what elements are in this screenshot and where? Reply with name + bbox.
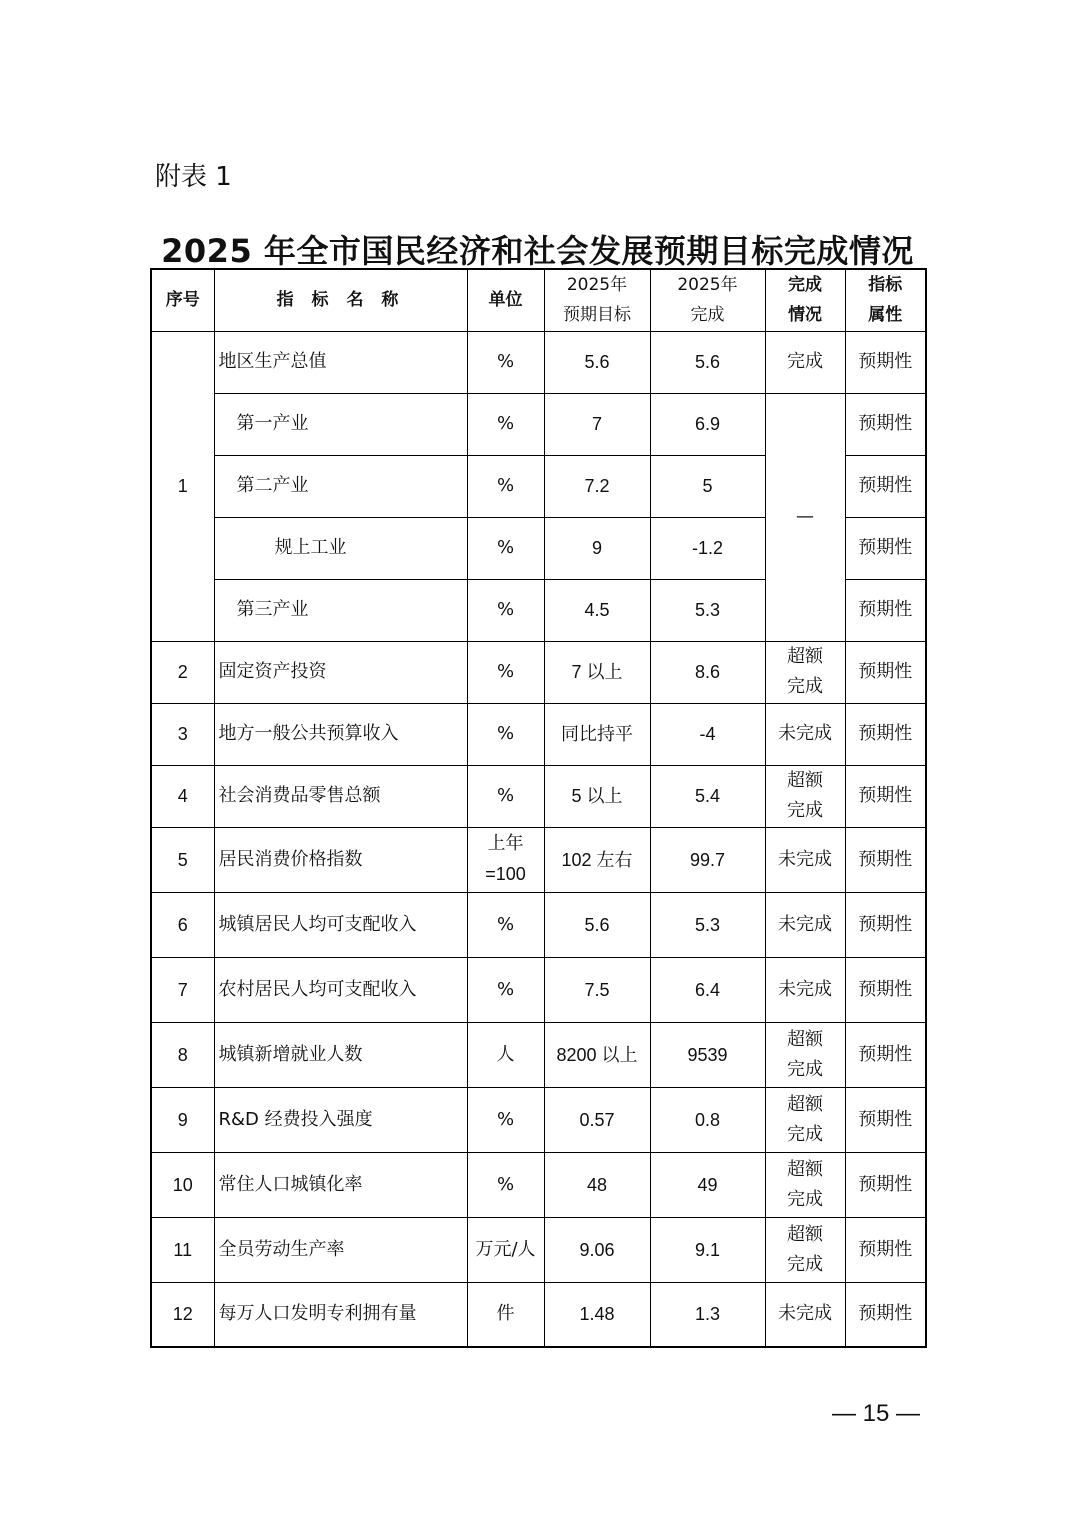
row-index: 6 (151, 892, 214, 957)
status-line1: 超额 (787, 770, 823, 791)
row-name: 第二产业 (214, 455, 467, 517)
row-unit: % (467, 1087, 544, 1152)
row-status (765, 765, 845, 827)
row-name: 全员劳动生产率 (214, 1217, 467, 1282)
header-index: 序号 (151, 269, 214, 331)
row-attr: 预期性 (845, 1087, 926, 1152)
row-actual: 8.6 (650, 641, 765, 703)
table-row (151, 1022, 926, 1087)
row-index: 8 (151, 1022, 214, 1087)
header-status-line1: 完成 (788, 275, 822, 296)
row-status: 未完成 (765, 957, 845, 1022)
row-actual: 5.4 (650, 765, 765, 827)
header-attr-line2: 属性 (868, 305, 903, 326)
row-index: 11 (151, 1217, 214, 1282)
row-unit: % (467, 579, 544, 641)
status-line2: 完成 (787, 1253, 823, 1275)
row-attr: 预期性 (845, 517, 926, 579)
row-unit: % (467, 892, 544, 957)
row-unit: 人 (467, 1022, 544, 1087)
row-attr: 预期性 (845, 1022, 926, 1087)
row-status: 未完成 (765, 827, 845, 892)
row-actual: -4 (650, 703, 765, 765)
table-row (151, 1217, 926, 1282)
row-target: 9 (544, 517, 650, 579)
row-status (765, 641, 845, 703)
row-name: 第一产业 (214, 393, 467, 455)
table-row (151, 1282, 926, 1347)
row-unit: % (467, 765, 544, 827)
row-attr: 预期性 (845, 641, 926, 703)
status-line1: 超额 (787, 1028, 823, 1050)
status-line2: 完成 (787, 1058, 823, 1080)
row-unit: % (467, 517, 544, 579)
row-actual: 6.4 (650, 957, 765, 1022)
appendix-label: 附表 1 (155, 162, 232, 192)
table-row (151, 393, 926, 455)
status-line1: 超额 (787, 1223, 823, 1245)
row-target: 8200 以上 (544, 1022, 650, 1087)
header-target (544, 269, 650, 331)
row-attr: 预期性 (845, 1282, 926, 1347)
table-row (151, 641, 926, 703)
row-unit: % (467, 331, 544, 393)
row-unit: % (467, 393, 544, 455)
row-name: 地区生产总值 (214, 331, 467, 393)
row-status (765, 1152, 845, 1217)
row-name: 固定资产投资 (214, 641, 467, 703)
row-name: 每万人口发明专利拥有量 (214, 1282, 467, 1347)
row-actual: 49 (650, 1152, 765, 1217)
row-unit: % (467, 703, 544, 765)
row-status (765, 1087, 845, 1152)
row-name: 城镇居民人均可支配收入 (214, 892, 467, 957)
row-name: 第三产业 (214, 579, 467, 641)
row-unit: % (467, 641, 544, 703)
header-actual-line1: 2025年 (677, 275, 738, 296)
unit-line2: =100 (485, 864, 526, 884)
status-line2: 完成 (787, 1123, 823, 1145)
header-attr (845, 269, 926, 331)
table-row (151, 331, 926, 393)
row-index: 12 (151, 1282, 214, 1347)
status-line1: 超额 (787, 1093, 823, 1115)
row-target: 7.2 (544, 455, 650, 517)
row-unit: % (467, 455, 544, 517)
header-status-line2: 情况 (788, 305, 822, 326)
row-actual: 5.3 (650, 579, 765, 641)
header-target-line1: 2025年 (566, 275, 628, 296)
header-actual (650, 269, 765, 331)
row-target: 7 以上 (544, 641, 650, 703)
status-line2: 完成 (787, 676, 823, 697)
row-attr: 预期性 (845, 765, 926, 827)
header-status (765, 269, 845, 331)
table-row (151, 765, 926, 827)
row-index: 10 (151, 1152, 214, 1217)
header-attr-line1: 指标 (868, 275, 903, 296)
table-title: 2025 年全市国民经济和社会发展预期目标完成情况 (161, 232, 914, 270)
row-attr: 预期性 (845, 455, 926, 517)
row-name: 社会消费品零售总额 (214, 765, 467, 827)
header-row (151, 269, 926, 331)
page-number: — 15 — (832, 1400, 921, 1427)
status-line2: 完成 (787, 800, 823, 821)
row-target: 5.6 (544, 892, 650, 957)
table-row (151, 1087, 926, 1152)
row-actual: 6.9 (650, 393, 765, 455)
row-target: 0.57 (544, 1087, 650, 1152)
row-target: 7.5 (544, 957, 650, 1022)
row-attr: 预期性 (845, 892, 926, 957)
targets-table (150, 268, 927, 1348)
row-unit: 万元/人 (467, 1217, 544, 1282)
table-row (151, 957, 926, 1022)
row-index: 7 (151, 957, 214, 1022)
row-actual: 99.7 (650, 827, 765, 892)
header-target-line2: 预期目标 (563, 305, 631, 326)
row-index: 3 (151, 703, 214, 765)
header-name: 指 标 名 称 (214, 269, 467, 331)
row-status: 未完成 (765, 892, 845, 957)
row-target: 5.6 (544, 331, 650, 393)
status-line2: 完成 (787, 1188, 823, 1210)
row-target: 48 (544, 1152, 650, 1217)
row-name: 居民消费价格指数 (214, 827, 467, 892)
row-status: 完成 (765, 331, 845, 393)
row-name: 规上工业 (214, 517, 467, 579)
table-row (151, 892, 926, 957)
row-name: R&D 经费投入强度 (214, 1087, 467, 1152)
row-actual: 9.1 (650, 1217, 765, 1282)
row-index: 2 (151, 641, 214, 703)
row-status (765, 1217, 845, 1282)
row-index: 1 (151, 331, 214, 641)
row-name: 地方一般公共预算收入 (214, 703, 467, 765)
row-target: 7 (544, 393, 650, 455)
row-actual: 9539 (650, 1022, 765, 1087)
row-status: 未完成 (765, 703, 845, 765)
row-target: 102 左右 (544, 827, 650, 892)
row-actual: 1.3 (650, 1282, 765, 1347)
row-unit: % (467, 1152, 544, 1217)
row-attr: 预期性 (845, 1217, 926, 1282)
row-status: 未完成 (765, 1282, 845, 1347)
row-status (765, 1022, 845, 1087)
table-row (151, 1152, 926, 1217)
row-actual: -1.2 (650, 517, 765, 579)
status-line1: 超额 (787, 1158, 823, 1180)
row-unit: 件 (467, 1282, 544, 1347)
row-index: 4 (151, 765, 214, 827)
row-actual: 5.6 (650, 331, 765, 393)
header-actual-line2: 完成 (690, 305, 725, 326)
table-row (151, 703, 926, 765)
row-attr: 预期性 (845, 1152, 926, 1217)
status-line1: 超额 (787, 646, 823, 667)
row-actual: 0.8 (650, 1087, 765, 1152)
row-target: 同比持平 (544, 703, 650, 765)
header-unit: 单位 (467, 269, 544, 331)
row-attr: 预期性 (845, 957, 926, 1022)
row-target: 5 以上 (544, 765, 650, 827)
row-target: 1.48 (544, 1282, 650, 1347)
unit-line1: 上年 (487, 833, 524, 854)
row-attr: 预期性 (845, 579, 926, 641)
row-index: 9 (151, 1087, 214, 1152)
row-target: 9.06 (544, 1217, 650, 1282)
row-attr: 预期性 (845, 331, 926, 393)
row-name: 城镇新增就业人数 (214, 1022, 467, 1087)
row-name: 农村居民人均可支配收入 (214, 957, 467, 1022)
row-attr: 预期性 (845, 827, 926, 892)
row-unit (467, 827, 544, 892)
row-attr: 预期性 (845, 703, 926, 765)
row-attr: 预期性 (845, 393, 926, 455)
merged-status: — (765, 393, 845, 641)
row-actual: 5 (650, 455, 765, 517)
row-name: 常住人口城镇化率 (214, 1152, 467, 1217)
row-index: 5 (151, 827, 214, 892)
row-unit: % (467, 957, 544, 1022)
table-row (151, 827, 926, 892)
row-target: 4.5 (544, 579, 650, 641)
row-actual: 5.3 (650, 892, 765, 957)
